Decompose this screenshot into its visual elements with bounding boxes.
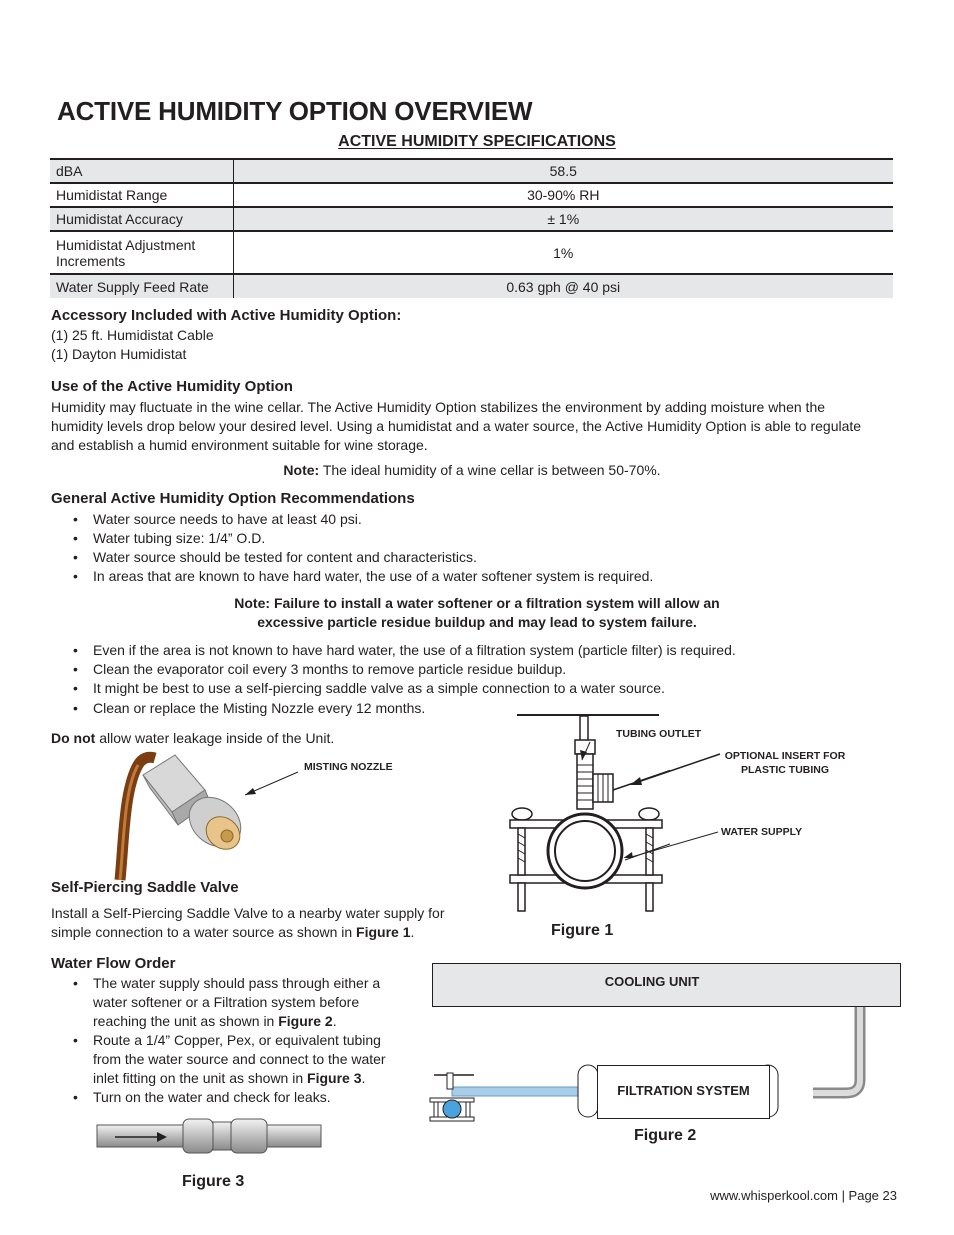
figure2-caption: Figure 2 xyxy=(634,1127,697,1144)
accessory-heading: Accessory Included with Active Humidity Option: xyxy=(51,307,402,324)
saddle-body-text: . xyxy=(410,924,415,940)
list-item: • Clean the evaporator coil every 3 months to remove particle residue buildup. xyxy=(51,660,901,679)
use-heading: Use of the Active Humidity Option xyxy=(51,378,293,395)
note-label: Note: xyxy=(283,462,320,478)
note-text: The ideal humidity of a wine cellar is between 50-70%. xyxy=(322,462,661,478)
accessory-item: (1) 25 ft. Humidistat Cable xyxy=(51,327,214,343)
recommendations-list-2 xyxy=(51,641,901,718)
water-supply-label: WATER SUPPLY xyxy=(721,826,803,838)
page-footer: www.whisperkool.com | Page 23 xyxy=(710,1188,897,1203)
optional-insert-label xyxy=(720,749,850,777)
page-title: ACTIVE HUMIDITY OPTION OVERVIEW xyxy=(57,96,533,126)
table-row xyxy=(50,183,893,207)
saddle-heading: Self-Piercing Saddle Valve xyxy=(51,879,239,896)
list-item: • Even if the area is not known to have hard water, the use of a filtration system (particle filter) is required. xyxy=(51,641,901,660)
warning-line: Failure to install a water softener or a filtration system will allow an xyxy=(273,595,720,611)
figure1-callouts xyxy=(570,738,730,858)
spec-label: Humidistat Adjustment Increments xyxy=(50,231,233,274)
saddle-body xyxy=(51,904,471,942)
accessory-item: (1) Dayton Humidistat xyxy=(51,346,187,362)
use-body: Humidity may fluctuate in the wine cellar. The Active Humidity Option stabilizes the environment by adding moisture when the humidity levels drop below your desired level. Using a humidistat and a water source, the Active Humidity Option is able to regulate and establish a humid environment suitable for wine storage. xyxy=(51,399,862,453)
failure-warning xyxy=(0,594,954,632)
table-row xyxy=(50,159,893,183)
spec-label: dBA xyxy=(50,159,233,183)
list-item: • Water tubing size: 1/4” O.D. xyxy=(51,529,901,548)
warning-label: Note: xyxy=(234,595,271,611)
tubing-outlet-label: TUBING OUTLET xyxy=(616,728,702,740)
list-item: • Turn on the water and check for leaks. xyxy=(51,1088,411,1107)
table-row xyxy=(50,274,893,298)
recommendations-list xyxy=(51,510,901,586)
flow-list xyxy=(51,974,411,1107)
figure-ref: Figure 2 xyxy=(278,1013,333,1029)
spec-table-title: ACTIVE HUMIDITY SPECIFICATIONS xyxy=(338,133,616,150)
table-row xyxy=(50,207,893,231)
list-item: • In areas that are known to have hard water, the use of a water softener system is required. xyxy=(51,567,901,586)
spec-label: Humidistat Range xyxy=(50,183,233,207)
list-item: • Clean or replace the Misting Nozzle every 12 months. xyxy=(51,699,901,718)
spec-value: 30-90% RH xyxy=(527,187,600,203)
spec-label: Humidistat Accuracy xyxy=(50,207,233,231)
spec-value: 1% xyxy=(553,244,574,261)
list-item: • Route a 1/4” Copper, Pex, or equivalent tubing from the water source and connect to the water inlet fitting on the unit as shown in Figure 3. xyxy=(51,1031,411,1088)
list-item: • Water source needs to have at least 40 psi. xyxy=(51,510,901,529)
spec-table xyxy=(50,158,893,298)
optional-insert-line: PLASTIC TUBING xyxy=(740,764,830,776)
leak-text: allow water leakage inside of the Unit. xyxy=(95,730,335,746)
humidity-note xyxy=(0,461,944,480)
figure-ref: Figure 1 xyxy=(356,924,411,940)
figure-ref: Figure 3 xyxy=(307,1070,362,1086)
recommendations-heading: General Active Humidity Option Recommendations xyxy=(51,490,415,507)
list-item: • The water supply should pass through either a water softener or a Filtration system before reaching the unit as shown in Figure 2. xyxy=(51,974,411,1031)
filtration-system-label: FILTRATION SYSTEM xyxy=(617,1083,750,1098)
list-item: • It might be best to use a self-piercing saddle valve as a simple connection to a water source. xyxy=(51,679,901,698)
figure1-caption: Figure 1 xyxy=(551,922,614,939)
saddle-body-text: Install a Self-Piercing Saddle Valve to a nearby water supply for simple connection to a water source as shown in xyxy=(51,905,445,940)
list-item: • Water source should be tested for content and characteristics. xyxy=(51,548,901,567)
leak-bold: Do not xyxy=(51,730,96,746)
flow-heading: Water Flow Order xyxy=(51,955,176,972)
table-row xyxy=(50,231,893,274)
misting-nozzle-label: MISTING NOZZLE xyxy=(304,761,393,773)
spec-value: 58.5 xyxy=(233,159,893,183)
spec-value: ± 1% xyxy=(233,207,893,231)
optional-insert-line: OPTIONAL INSERT FOR xyxy=(724,750,846,762)
spec-value: 0.63 gph @ 40 psi xyxy=(233,274,893,298)
cooling-unit-label: COOLING UNIT xyxy=(604,974,700,989)
leak-warning xyxy=(51,729,334,748)
push-fitting-illustration xyxy=(95,1113,325,1165)
figure3-caption: Figure 3 xyxy=(182,1173,245,1190)
spec-label: Water Supply Feed Rate xyxy=(50,274,233,298)
warning-line: excessive particle residue buildup and may lead to system failure. xyxy=(257,614,697,630)
